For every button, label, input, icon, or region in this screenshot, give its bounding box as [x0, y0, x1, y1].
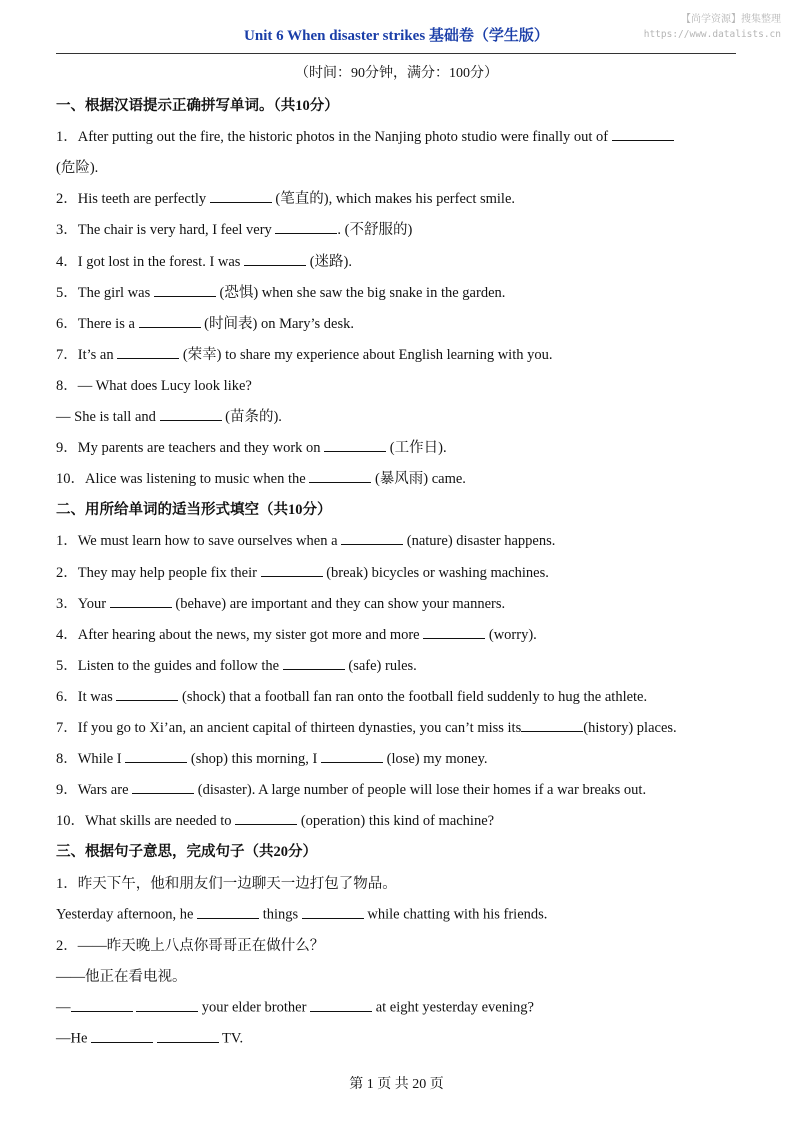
question-text: 9．Wars are: [56, 782, 133, 798]
question-text: 1．We must learn how to save ourselves when a: [56, 533, 342, 549]
answer-blank[interactable]: [210, 188, 272, 204]
question-text: 5．Listen to the guides and follow the: [56, 658, 283, 674]
answer-blank[interactable]: [302, 903, 364, 919]
question-text: 5．The girl was: [56, 285, 154, 301]
question-item: [56, 778, 646, 799]
question-text: (时间表) on Mary’s desk.: [200, 316, 354, 332]
question-text: —He: [56, 1030, 92, 1047]
section-heading: 一、根据汉语提示正确拼写单词。（共10分）: [56, 98, 339, 114]
answer-blank[interactable]: [275, 219, 337, 235]
question-text: (operation) this kind of machine?: [297, 813, 495, 829]
question-item: [56, 685, 647, 706]
question-text: (迷路).: [306, 254, 352, 270]
question-text: (笔直的), which makes his perfect smile.: [271, 191, 516, 207]
question-text: 10．What skills are needed to: [56, 813, 236, 829]
header-rule: [56, 53, 736, 54]
question-item: [56, 872, 397, 893]
question-text: (shop) this morning, I: [187, 751, 321, 767]
page-number: 第 1 页 共 20 页: [349, 1077, 444, 1092]
answer-blank[interactable]: [110, 593, 172, 609]
time-info: （时间：90分钟，满分：100分）: [295, 66, 498, 81]
question-continuation: [56, 996, 534, 1017]
question-text: things: [259, 906, 302, 923]
question-text: 4．After hearing about the news, my sister got more and more: [56, 627, 424, 643]
question-item: [56, 374, 252, 395]
question-text: 1．After putting out the fire, the historic photos in the Nanjing photo studio were finally out of: [56, 129, 612, 145]
watermark-source: 【尚学资源】搜集整理: [681, 14, 781, 25]
question-item: [56, 250, 352, 271]
answer-blank[interactable]: [244, 251, 306, 267]
question-text: 8．While I: [56, 751, 126, 767]
question-item: [56, 809, 494, 830]
question-item: [56, 281, 505, 302]
question-text: 3．The chair is very hard, I feel very: [56, 222, 276, 238]
question-text: (nature) disaster happens.: [403, 533, 556, 549]
question-text: (shock) that a football fan ran onto the football field suddenly to hug the athlete.: [178, 689, 648, 705]
question-item: [56, 343, 553, 364]
answer-blank[interactable]: [139, 313, 201, 329]
answer-blank[interactable]: [91, 1027, 153, 1043]
question-text: (disaster). A large number of people will lose their homes if a war breaks out.: [194, 782, 647, 798]
question-continuation: [56, 965, 187, 986]
answer-blank[interactable]: [132, 779, 194, 795]
section-heading: 二、用所给单词的适当形式填空（共10分）: [56, 502, 332, 518]
question-item: [56, 467, 466, 488]
question-text: (荣幸) to share my experience about English learning with you.: [179, 347, 553, 363]
question-continuation: [56, 903, 547, 924]
answer-blank[interactable]: [324, 437, 386, 453]
question-text: (lose) my money.: [382, 751, 488, 767]
answer-blank[interactable]: [521, 717, 583, 733]
question-text: 3．Your: [56, 596, 110, 612]
question-text: —: [56, 999, 71, 1016]
answer-blank[interactable]: [125, 748, 187, 764]
answer-blank[interactable]: [321, 748, 383, 764]
answer-blank[interactable]: [310, 996, 372, 1012]
question-item: [56, 436, 447, 457]
question-text: 9．My parents are teachers and they work on: [56, 440, 325, 456]
answer-blank[interactable]: [309, 468, 371, 484]
question-text: (工作日).: [386, 440, 447, 456]
question-text: (safe) rules.: [344, 658, 417, 674]
question-item: [56, 654, 417, 675]
question-text: while chatting with his friends.: [363, 906, 548, 923]
question-text: (history) places.: [583, 720, 677, 736]
question-text: (break) bicycles or washing machines.: [322, 565, 549, 581]
question-text: (worry).: [485, 627, 537, 643]
question-text: 7．It’s an: [56, 347, 118, 363]
answer-blank[interactable]: [157, 1027, 219, 1043]
question-text: 6．There is a: [56, 316, 139, 332]
question-item: [56, 529, 555, 550]
question-item: [56, 592, 505, 613]
question-item: [56, 716, 677, 737]
question-text: (苗条的).: [221, 409, 282, 425]
question-text: 6．It was: [56, 689, 117, 705]
question-text: — She is tall and: [56, 409, 160, 425]
question-text: (危险).: [56, 160, 99, 176]
question-item: [56, 187, 515, 208]
question-text: 7．If you go to Xi’an, an ancient capital of thirteen dynasties, you can’t miss its: [56, 720, 522, 736]
answer-blank[interactable]: [71, 996, 133, 1012]
section-heading: 三、根据句子意思，完成句子（共20分）: [56, 844, 317, 860]
question-text: 2．His teeth are perfectly: [56, 191, 210, 207]
question-item: [56, 934, 324, 955]
watermark: [644, 12, 781, 42]
answer-blank[interactable]: [136, 996, 198, 1012]
question-continuation: [56, 156, 98, 177]
question-text: at eight yesterday evening?: [372, 999, 534, 1016]
question-item: [56, 218, 412, 239]
question-text: (behave) are important and they can show your manners.: [171, 596, 506, 612]
question-text: 2．——昨天晚上八点你哥哥正在做什么？: [56, 938, 325, 954]
question-item: [56, 125, 674, 146]
question-text: Yesterday afternoon, he: [56, 906, 198, 923]
watermark-url: https://www.datalists.cn: [643, 29, 781, 40]
answer-blank[interactable]: [612, 126, 674, 142]
question-continuation: [56, 405, 282, 426]
answer-blank[interactable]: [235, 810, 297, 826]
question-text: (暴风雨) came.: [371, 471, 466, 487]
question-item: [56, 561, 549, 582]
answer-blank[interactable]: [160, 406, 222, 422]
answer-blank[interactable]: [283, 655, 345, 671]
answer-blank[interactable]: [154, 282, 216, 298]
question-text: 10．Alice was listening to music when the: [56, 471, 310, 487]
question-item: [56, 312, 354, 333]
question-text: . (不舒服的): [337, 222, 413, 238]
question-text: 1．昨天下午，他和朋友们一边聊天一边打包了物品。: [56, 876, 397, 892]
question-text: TV.: [218, 1030, 244, 1047]
answer-blank[interactable]: [423, 624, 485, 640]
question-text: 2．They may help people fix their: [56, 565, 261, 581]
question-text: 4．I got lost in the forest. I was: [56, 254, 245, 270]
document-title: Unit 6 When disaster strikes 基础卷（学生版）: [244, 28, 549, 44]
answer-blank[interactable]: [341, 530, 403, 546]
question-text: (恐惧) when she saw the big snake in the garden.: [215, 285, 506, 301]
question-item: [56, 623, 537, 644]
question-text: ——他正在看电视。: [56, 969, 187, 985]
question-continuation: [56, 1027, 243, 1048]
answer-blank[interactable]: [261, 562, 323, 578]
question-text: 8．— What does Lucy look like?: [56, 378, 252, 394]
answer-blank[interactable]: [116, 686, 178, 702]
answer-blank[interactable]: [197, 903, 259, 919]
answer-blank[interactable]: [117, 344, 179, 360]
question-text: your elder brother: [198, 999, 311, 1016]
question-item: [56, 747, 488, 768]
